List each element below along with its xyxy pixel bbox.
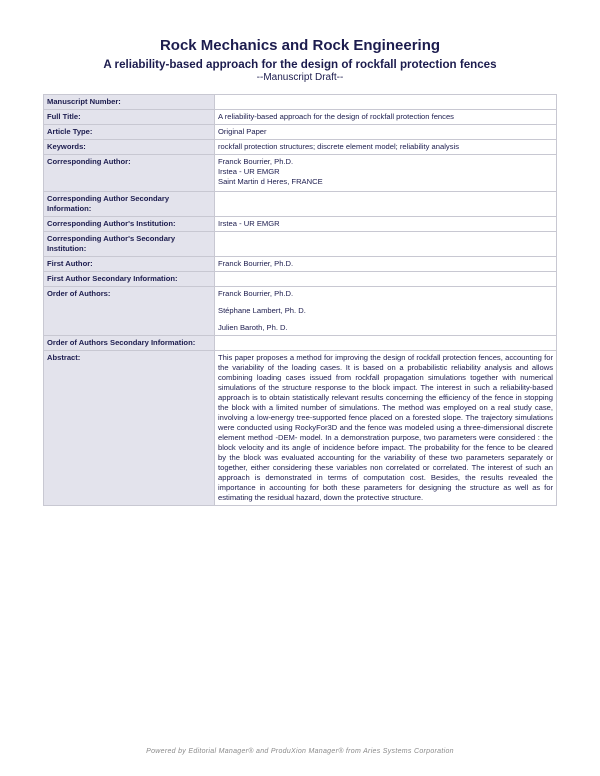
row-corresponding-institution-secondary bbox=[44, 232, 557, 257]
value-corresponding-institution-secondary bbox=[215, 232, 557, 257]
label-order-of-authors: Order of Authors: bbox=[44, 287, 215, 336]
label-article-type: Article Type: bbox=[44, 125, 215, 140]
value-order-of-authors bbox=[215, 287, 557, 336]
value-abstract: This paper proposes a method for improving the design of rockfall protection fences, accounting for the variability of the loading cases. It is based on a probabilistic reliability analysis and allows combining loading cases issued from rockfall propagation simulations together with numerical simulations of the structure response to the block impact. The interest in such a reliability-based approach is to obtain statistically relevant results concerning the efficiency of the fence in stopping the block with a limited number of simulations. The method was employed on a real study case, involving a low-energy tree-supported fence placed on a forested slope. The trajectory simulations were conducted using RockyFor3D and the fence was modeled using a three-dimensional discrete element method -DEM- model. In a demonstration purpose, two parameters were considered : the block velocity and its angle of incidence before impact. The probability for the fence to be cleared by the block was evaluated accounting for the variability of these two parameters separately or together, either considering these variables non correlated or correlated. The interest of such an approach is demonstrated in terms of computation cost. Besides, the results revealed the importance in accounting for both these parameters for designing the structure as well as for estimating the residual hazard, down the protective structure. bbox=[215, 351, 557, 506]
value-keywords: rockfall protection structures; discrete element model; reliability analysis bbox=[215, 140, 557, 155]
label-first-author: First Author: bbox=[44, 257, 215, 272]
row-abstract bbox=[44, 351, 557, 506]
value-manuscript-number bbox=[215, 95, 557, 110]
value-first-author-secondary bbox=[215, 272, 557, 287]
value-article-type: Original Paper bbox=[215, 125, 557, 140]
draft-label: --Manuscript Draft-- bbox=[256, 72, 344, 83]
row-article-type bbox=[44, 125, 557, 140]
row-keywords bbox=[44, 140, 557, 155]
value-corresponding-author-secondary bbox=[215, 192, 557, 217]
value-corresponding-author bbox=[215, 155, 557, 192]
corresponding-author-name: Franck Bourrier, Ph.D. bbox=[218, 157, 294, 166]
value-first-author: Franck Bourrier, Ph.D. bbox=[215, 257, 557, 272]
row-manuscript-number bbox=[44, 95, 557, 110]
value-corresponding-institution: Irstea - UR EMGR bbox=[215, 217, 557, 232]
author-3: Julien Baroth, Ph. D. bbox=[218, 323, 288, 332]
label-keywords: Keywords: bbox=[44, 140, 215, 155]
label-corresponding-author-secondary: Corresponding Author Secondary Information: bbox=[44, 192, 215, 217]
label-abstract: Abstract: bbox=[44, 351, 215, 506]
corresponding-author-location: Saint Martin d Heres, FRANCE bbox=[218, 177, 323, 186]
value-full-title: A reliability-based approach for the design of rockfall protection fences bbox=[215, 110, 557, 125]
row-first-author bbox=[44, 257, 557, 272]
label-first-author-secondary: First Author Secondary Information: bbox=[44, 272, 215, 287]
label-corresponding-institution-secondary: Corresponding Author's Secondary Institution: bbox=[44, 232, 215, 257]
row-corresponding-author-secondary bbox=[44, 192, 557, 217]
journal-title: Rock Mechanics and Rock Engineering bbox=[159, 37, 441, 54]
row-corresponding-institution bbox=[44, 217, 557, 232]
label-corresponding-author: Corresponding Author: bbox=[44, 155, 215, 192]
article-title: A reliability-based approach for the design of rockfall protection fences bbox=[103, 58, 497, 71]
author-2: Stéphane Lambert, Ph. D. bbox=[218, 306, 306, 315]
row-corresponding-author bbox=[44, 155, 557, 192]
label-manuscript-number: Manuscript Number: bbox=[44, 95, 215, 110]
label-corresponding-institution: Corresponding Author's Institution: bbox=[44, 217, 215, 232]
label-order-of-authors-secondary: Order of Authors Secondary Information: bbox=[44, 336, 215, 351]
row-order-of-authors bbox=[44, 287, 557, 336]
label-full-title: Full Title: bbox=[44, 110, 215, 125]
row-order-of-authors-secondary bbox=[44, 336, 557, 351]
submission-table bbox=[43, 94, 557, 506]
row-full-title bbox=[44, 110, 557, 125]
corresponding-author-institution: Irstea - UR EMGR bbox=[218, 167, 280, 176]
author-1: Franck Bourrier, Ph.D. bbox=[218, 289, 294, 298]
row-first-author-secondary bbox=[44, 272, 557, 287]
value-order-of-authors-secondary bbox=[215, 336, 557, 351]
footer-powered-by: Powered by Editorial Manager® and ProduXion Manager® from Aries Systems Corporation bbox=[146, 748, 454, 755]
